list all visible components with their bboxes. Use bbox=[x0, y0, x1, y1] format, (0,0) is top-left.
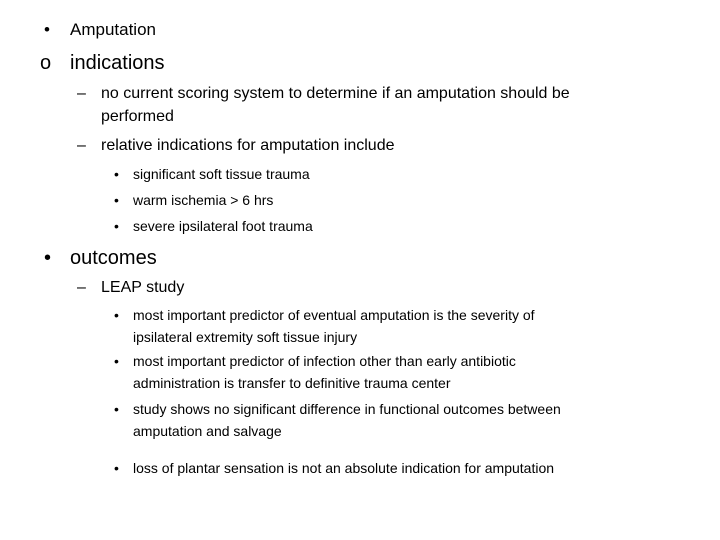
item-text-line: relative indications for amputation include bbox=[101, 137, 395, 154]
item-text: warm ischemia > 6 hrs bbox=[133, 192, 274, 208]
bullet-icon: • bbox=[114, 218, 119, 234]
item-text-line: loss of plantar sensation is not an absolute indication for amputation bbox=[133, 460, 555, 476]
bullet-icon: • bbox=[114, 460, 119, 476]
bullet-icon: • bbox=[114, 353, 119, 369]
circle-bullet-icon: o bbox=[40, 52, 52, 74]
item-text-line: amputation and salvage bbox=[133, 423, 282, 439]
bullet-icon: • bbox=[114, 166, 119, 182]
dash-bullet-icon: – bbox=[77, 85, 86, 102]
dash-bullet-icon: – bbox=[77, 137, 86, 154]
bullet-icon: • bbox=[114, 192, 119, 208]
item-text-line: administration is transfer to definitive trauma center bbox=[133, 375, 451, 391]
item-text: severe ipsilateral foot trauma bbox=[133, 218, 313, 234]
dash-bullet-icon: – bbox=[77, 279, 86, 296]
bullet-icon: • bbox=[114, 401, 119, 417]
item-text: indications bbox=[70, 52, 165, 74]
item-text-line: most important predictor of infection other than early antibiotic bbox=[133, 353, 516, 369]
item-text-line: study shows no significant difference in functional outcomes between bbox=[133, 401, 561, 417]
bullet-icon: • bbox=[44, 247, 52, 269]
bullet-icon: • bbox=[44, 20, 50, 39]
item-text: LEAP study bbox=[101, 279, 185, 296]
item-text: outcomes bbox=[70, 247, 157, 269]
bullet-icon: • bbox=[114, 307, 119, 323]
item-text-line: no current scoring system to determine if an amputation should be bbox=[101, 85, 570, 102]
item-text-line: ipsilateral extremity soft tissue injury bbox=[133, 329, 358, 345]
item-text-line: performed bbox=[101, 108, 174, 125]
item-text-line: most important predictor of eventual amputation is the severity of bbox=[133, 307, 535, 323]
item-text: significant soft tissue trauma bbox=[133, 166, 310, 182]
item-text: Amputation bbox=[70, 20, 156, 39]
